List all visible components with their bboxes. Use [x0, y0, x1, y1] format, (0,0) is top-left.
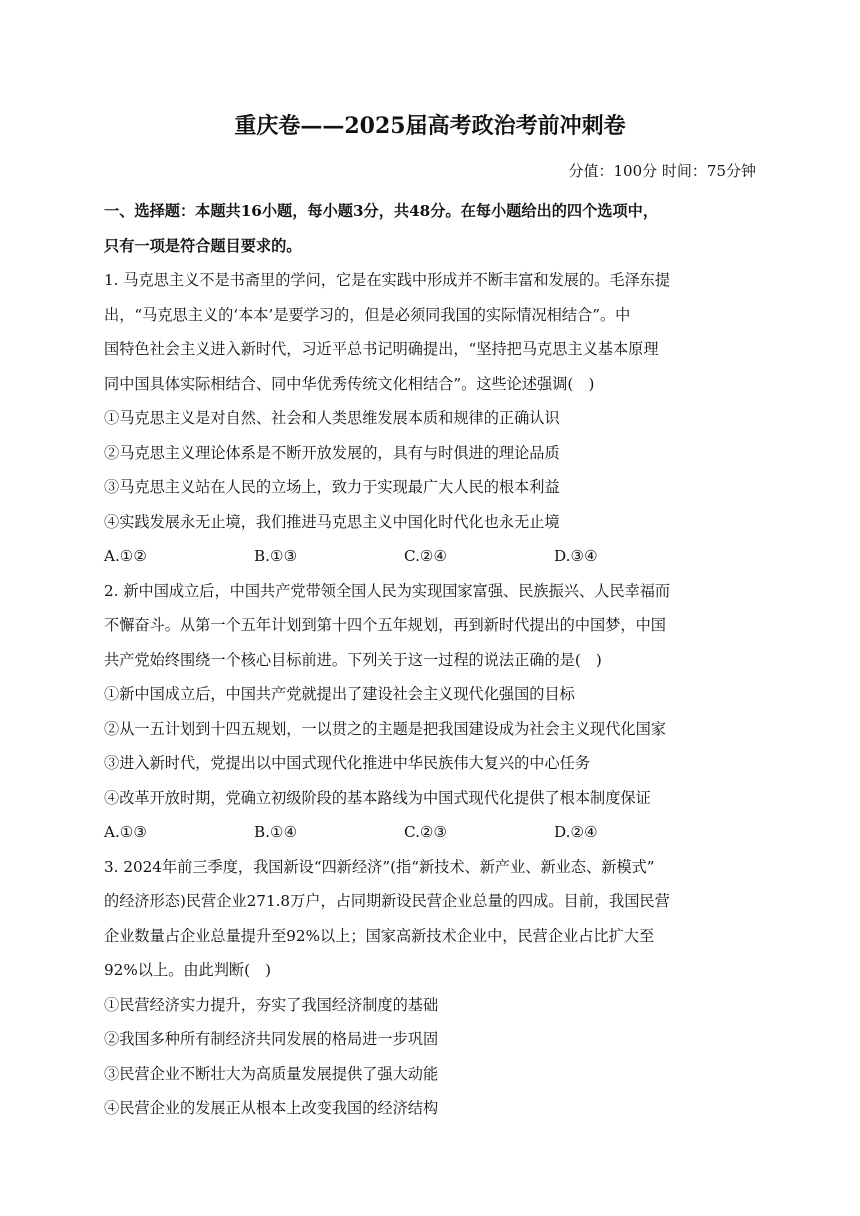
option-d: D.②④ — [554, 823, 598, 841]
question-stem-line: 3. 2024年前三季度，我国新设“四新经济”(指“新技术、新产业、新业态、新模式” — [104, 857, 655, 876]
option-d: D.③④ — [554, 547, 598, 565]
statement-item: ①民营经济实力提升，夯实了我国经济制度的基础 — [104, 995, 439, 1014]
question-stem-line: 92%以上。由此判断( ) — [104, 961, 272, 979]
section-heading-line: 一、选择题：本题共16小题，每小题3分，共48分。在每小题给出的四个选项中， — [104, 202, 659, 220]
question-2 — [104, 574, 756, 850]
score-time-info: 分值：100分 时间：75分钟 — [568, 162, 756, 180]
question-stem-line: 企业数量占企业总量提升至92%以上；国家高新技术企业中，民营企业占比扩大至 — [104, 926, 655, 945]
statement-item: ③马克思主义站在人民的立场上，致力于实现最广大人民的根本利益 — [104, 478, 560, 496]
option-a: A.①② — [104, 547, 148, 565]
option-c: C.②④ — [404, 547, 448, 565]
question-stem-line: 出，“马克思主义的‘本本’是要学习的，但是必须同我国的实际情况相结合”。中 — [104, 305, 631, 324]
question-stem-line: 1. 马克思主义不是书斋里的学问，它是在实践中形成并不断丰富和发展的。毛泽东提 — [104, 271, 671, 289]
section-heading-line: 只有一项是符合题目要求的。 — [104, 236, 302, 255]
page-title: 重庆卷——2025届高考政治考前冲刺卷 — [234, 113, 626, 139]
option-b: B.①③ — [254, 547, 298, 565]
question-stem-line: 同中国具体实际相结合、同中华优秀传统文化相结合”。这些论述强调( ) — [104, 374, 595, 393]
question-stem-line: 2. 新中国成立后，中国共产党带领全国人民为实现国家富强、民族振兴、人民幸福而 — [104, 581, 671, 600]
question-3 — [104, 850, 756, 1126]
answer-options — [104, 815, 756, 850]
question-stem-line: 国特色社会主义进入新时代，习近平总书记明确提出，“坚持把马克思主义基本原理 — [104, 340, 659, 358]
statement-item: ④实践发展永无止境，我们推进马克思主义中国化时代化也永无止境 — [104, 512, 560, 531]
exam-content — [104, 194, 756, 1126]
statement-item: ①马克思主义是对自然、社会和人类思维发展本质和规律的正确认识 — [104, 409, 560, 427]
statement-item: ①新中国成立后，中国共产党就提出了建设社会主义现代化强国的目标 — [104, 685, 575, 703]
statement-item: ④改革开放时期，党确立初级阶段的基本路线为中国式现代化提供了根本制度保证 — [104, 788, 651, 807]
option-c: C.②③ — [404, 823, 448, 841]
statement-item: ②马克思主义理论体系是不断开放发展的，具有与时俱进的理论品质 — [104, 443, 560, 462]
question-stem-line: 不懈奋斗。从第一个五年计划到第十四个五年规划，再到新时代提出的中国梦，中国 — [104, 616, 666, 634]
statement-item: ②从一五计划到十四五规划，一以贯之的主题是把我国建设成为社会主义现代化国家 — [104, 719, 666, 738]
statement-item: ②我国多种所有制经济共同发展的格局进一步巩固 — [104, 1030, 439, 1048]
option-a: A.①③ — [104, 823, 148, 841]
answer-options — [104, 539, 756, 574]
question-1 — [104, 263, 756, 574]
statement-item: ④民营企业的发展正从根本上改变我国的经济结构 — [104, 1099, 439, 1117]
question-stem-line: 共产党始终围绕一个核心目标前进。下列关于这一过程的说法正确的是( ) — [104, 650, 602, 669]
option-b: B.①④ — [254, 823, 298, 841]
statement-item: ③民营企业不断壮大为高质量发展提供了强大动能 — [104, 1064, 439, 1083]
question-stem-line: 的经济形态)民营企业271.8万户，占同期新设民营企业总量的四成。目前，我国民营 — [104, 892, 670, 910]
statement-item: ③进入新时代，党提出以中国式现代化推进中华民族伟大复兴的中心任务 — [104, 754, 590, 772]
